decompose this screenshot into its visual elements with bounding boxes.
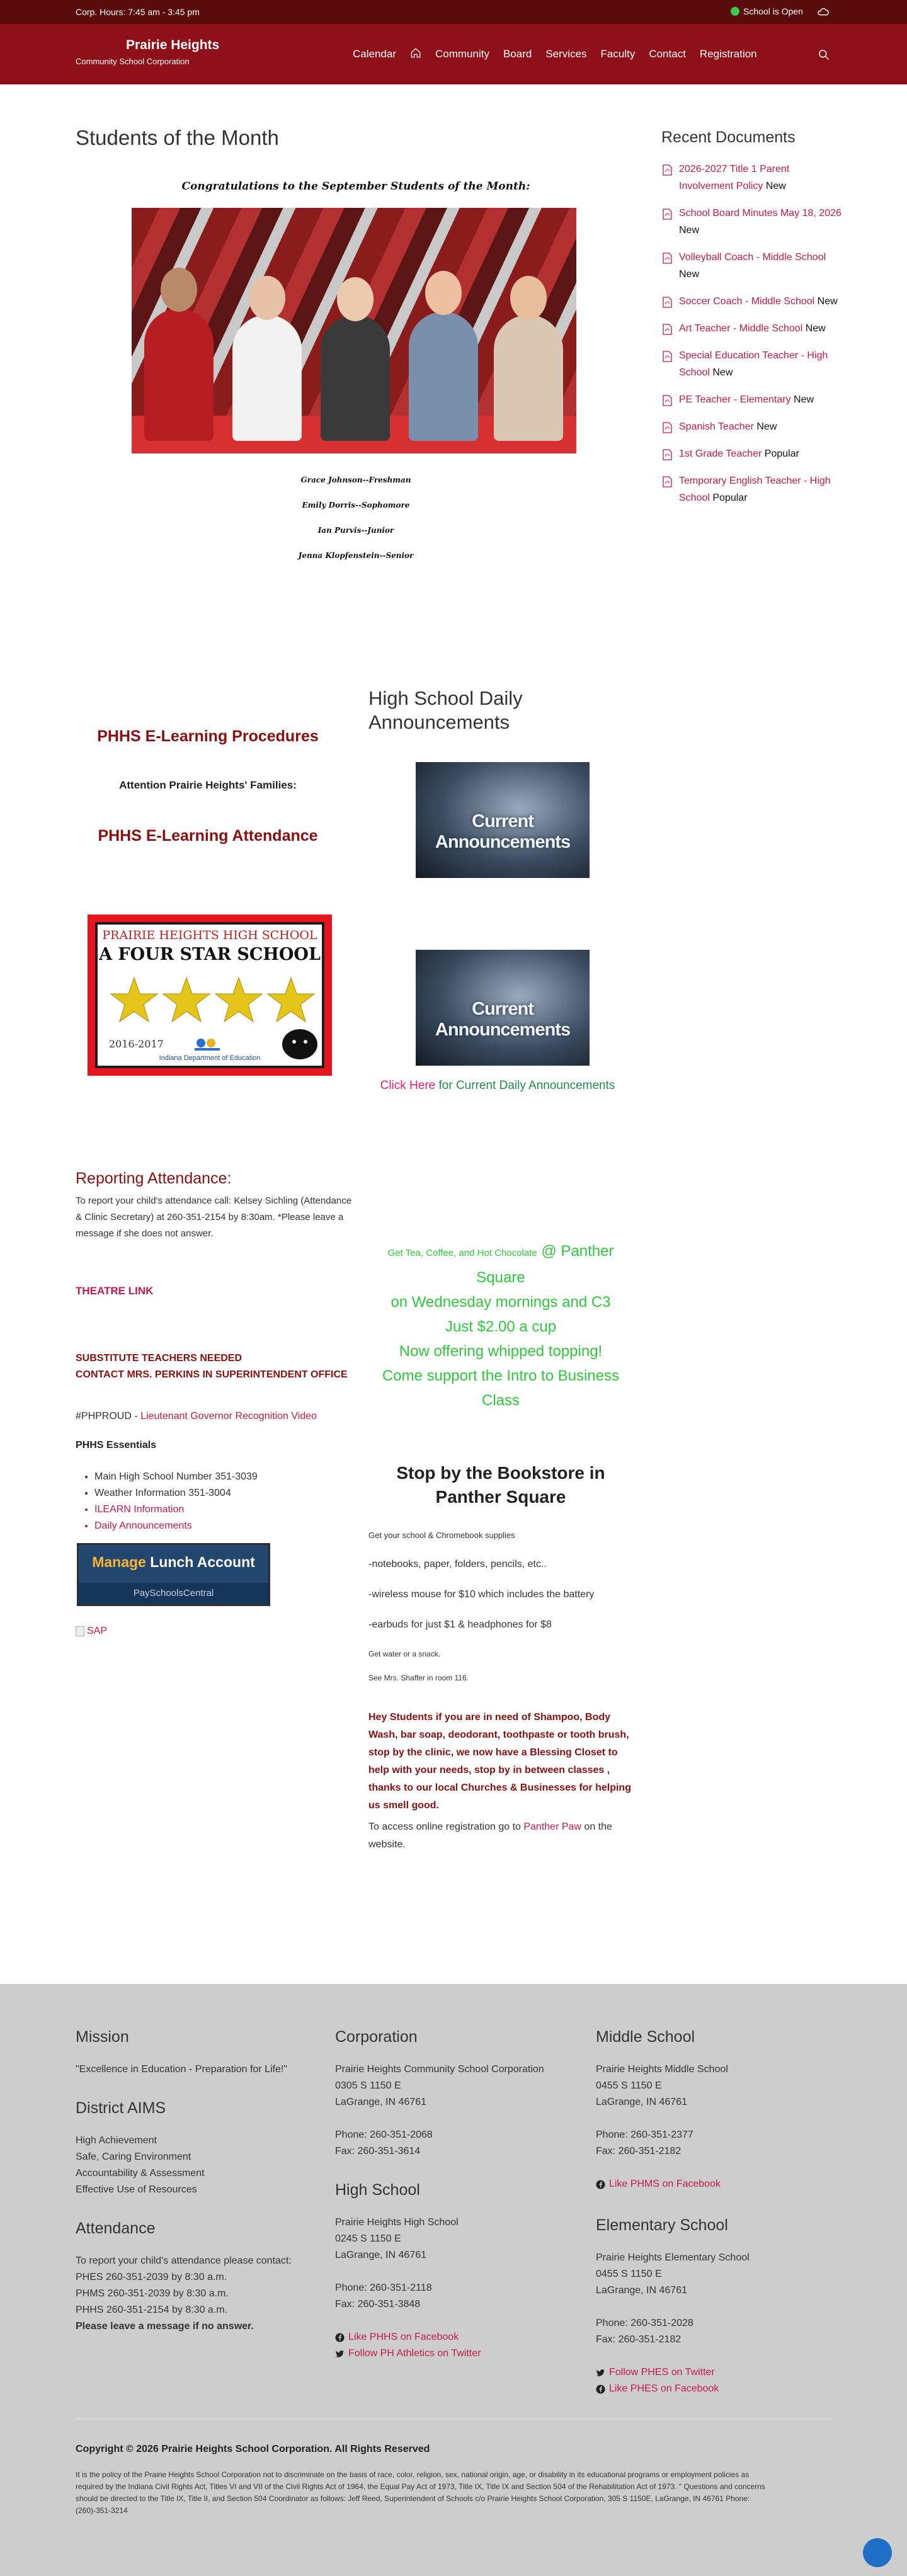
document-badge: New: [817, 296, 838, 307]
main-menu: [353, 48, 771, 60]
hs-line: 0245 S 1150 E: [335, 2233, 401, 2244]
phes-facebook-label: Like PHES on Facebook: [609, 2383, 719, 2394]
document-badge: New: [756, 421, 777, 432]
students-list: [126, 476, 586, 576]
document-badge: New: [712, 367, 733, 378]
document-item: [661, 161, 844, 195]
doe-logo-icon: [192, 1035, 224, 1053]
corp-fax: Fax: 260-351-3614: [335, 2146, 421, 2157]
bookstore-line: -earbuds for just $1 & headphones for $8: [368, 1619, 552, 1630]
document-link[interactable]: PE Teacher - Elementary: [679, 394, 791, 405]
recent-documents: [661, 128, 844, 516]
status-text: School is Open: [743, 6, 803, 16]
announcements-image-2[interactable]: [416, 950, 590, 1066]
phms-facebook-label: Like PHMS on Facebook: [609, 2179, 721, 2189]
document-item: [661, 293, 844, 310]
phms-facebook-link[interactable]: [596, 2176, 835, 2192]
online-reg-suffix: on the website.: [368, 1821, 612, 1850]
mission-title: Mission: [76, 2028, 129, 2046]
panther-paw-link[interactable]: Panther Paw: [523, 1821, 581, 1832]
aims-title: District AIMS: [76, 2099, 166, 2117]
high-school-title: High School: [335, 2181, 420, 2199]
facebook-icon: [335, 2333, 345, 2342]
essentials-item: • Main High School Number 351-3039: [94, 1469, 258, 1485]
nav-registration[interactable]: Registration: [699, 48, 757, 60]
pdf-icon: [663, 449, 672, 460]
bookstore-line: -wireless mouse for $10 which includes the battery: [368, 1589, 595, 1600]
essentials-list: [94, 1469, 258, 1534]
essentials-item: • Weather Information 351-3004: [94, 1485, 258, 1502]
recent-documents-title: Recent Documents: [661, 128, 796, 146]
reporting-attendance: [76, 1170, 353, 1242]
bookstore-line: Get your school & Chromebook supplies: [368, 1530, 515, 1540]
document-link[interactable]: Spanish Teacher: [679, 421, 754, 432]
pdf-icon: [663, 351, 672, 362]
cafe-line-5: Come support the Intro to Business Class: [382, 1367, 620, 1409]
phes-facebook-link[interactable]: [596, 2381, 835, 2397]
nav-calendar[interactable]: Calendar: [353, 48, 396, 60]
cafe-line-2: on Wednesday mornings and C3: [391, 1294, 611, 1311]
student-sophomore: Emily Dorris--Sophomore: [302, 501, 410, 510]
phproud: [76, 1411, 317, 1422]
document-link[interactable]: 1st Grade Teacher: [679, 448, 762, 459]
search-icon[interactable]: [818, 48, 830, 61]
aims-item: Accountability & Assessment: [76, 2168, 205, 2179]
back-to-top-button[interactable]: [863, 2538, 892, 2567]
students-photo: [132, 208, 576, 453]
page-title: Students of the Month: [76, 126, 279, 149]
phhs-facebook-link[interactable]: [335, 2329, 587, 2345]
corp-line: LaGrange, IN 46761: [335, 2097, 426, 2107]
footer-col-corporation: [335, 2028, 587, 2362]
four-star-school-name: PRAIRIE HEIGHTS HIGH SCHOOL: [102, 928, 317, 942]
reporting-attendance-text: To report your child's attendance call: Kelsey Sichling (Attendance & Clinic Secretary) at 260-351-2154 by 8:30am. *Please leave a message if she does not answer.: [76, 1195, 352, 1239]
bookstore-line: Get water or a snack.: [368, 1650, 441, 1658]
document-link[interactable]: Volleyball Coach - Middle School: [679, 252, 826, 263]
essentials-item[interactable]: • Daily Announcements: [94, 1518, 258, 1534]
attendance-title: Attendance: [76, 2220, 156, 2237]
home-icon[interactable]: [410, 47, 421, 59]
hs-line: Prairie Heights High School: [335, 2217, 459, 2228]
elementary-school-title: Elementary School: [596, 2216, 728, 2234]
bookstore-line: See Mrs. Shaffer in room 116.: [368, 1673, 469, 1682]
broken-image-icon: [76, 1626, 84, 1636]
middle-school-title: Middle School: [596, 2028, 695, 2046]
nav-services[interactable]: Services: [545, 48, 587, 60]
phes-twitter-link[interactable]: [596, 2364, 835, 2381]
star-row-icon: [109, 975, 317, 1025]
daily-announcements-link[interactable]: [368, 1079, 627, 1093]
lt-governor-video-link[interactable]: Lieutenant Governor Recognition Video: [140, 1411, 317, 1422]
ms-line: Prairie Heights Middle School: [596, 2064, 728, 2075]
nav-contact[interactable]: Contact: [649, 48, 686, 60]
phhs-facebook-label: Like PHHS on Facebook: [348, 2332, 459, 2342]
ms-fax: Fax: 260-351-2182: [596, 2146, 682, 2157]
document-link[interactable]: 2026-2027 Title 1 Parent Involvement Policy: [679, 164, 790, 191]
theatre-link[interactable]: THEATRE LINK: [76, 1285, 154, 1297]
student-senior: Jenna Klopfenstein--Senior: [298, 551, 414, 560]
nav-faculty[interactable]: Faculty: [600, 48, 636, 60]
substitute-line-2: CONTACT MRS. PERKINS IN SUPERINTENDENT OFFICE: [76, 1369, 348, 1380]
documents-list: [661, 161, 844, 506]
announcements-title: High School Daily Announcements: [368, 687, 523, 733]
nav-community[interactable]: Community: [435, 48, 489, 60]
main-navbar: [0, 24, 907, 84]
document-badge: New: [794, 394, 814, 405]
corp-hours: Corp. Hours: 7:45 am - 3:45 pm: [76, 7, 200, 17]
copyright: Copyright © 2026 Prairie Heights School Corporation. All Rights Reserved: [76, 2444, 430, 2454]
cafe-line-1-small: Get Tea, Coffee, and Hot Chocolate: [387, 1248, 537, 1258]
corp-line: 0305 S 1150 E: [335, 2080, 401, 2091]
lunch-title-rest: Lunch Account: [145, 1554, 255, 1570]
hs-line: LaGrange, IN 46761: [335, 2250, 426, 2260]
footer-col-middle-school: [596, 2028, 835, 2397]
bookstore-line: -notebooks, paper, folders, pencils, etc..: [368, 1559, 547, 1570]
ms-line: LaGrange, IN 46761: [596, 2097, 687, 2107]
document-item: [661, 205, 844, 239]
attendance-line: PHHS 260-351-2154 by 8:30 a.m.: [76, 2305, 228, 2315]
bookstore-title: Stop by the Bookstore in Panther Square: [396, 1463, 605, 1507]
pdf-icon: [663, 324, 672, 335]
student-freshman: Grace Johnson--Freshman: [300, 476, 411, 484]
nav-board[interactable]: Board: [503, 48, 532, 60]
document-link[interactable]: Temporary English Teacher - High School: [679, 476, 831, 503]
document-link[interactable]: Soccer Coach - Middle School: [679, 296, 815, 307]
document-item: [661, 445, 844, 462]
substitute-line-1: SUBSTITUTE TEACHERS NEEDED: [76, 1353, 242, 1364]
reporting-attendance-title: Reporting Attendance:: [76, 1170, 232, 1187]
status-dot-icon: [731, 7, 739, 16]
footer-col-mission: [76, 2028, 328, 2335]
phproud-prefix: #PHPROUD -: [76, 1411, 141, 1422]
document-item: [661, 418, 844, 435]
congrats-text: Congratulations to the September Students of the Month:: [181, 180, 530, 193]
lunch-title: [79, 1554, 268, 1571]
pdf-icon: [663, 422, 672, 433]
ph-athletics-twitter-label: Follow PH Athletics on Twitter: [348, 2348, 481, 2359]
attendance-intro: To report your child's attendance please contact:: [76, 2255, 292, 2266]
document-link[interactable]: School Board Minutes May 18, 2026: [679, 208, 841, 219]
online-registration: [368, 1818, 633, 1854]
top-bar: [0, 0, 907, 24]
document-item: [661, 347, 844, 381]
phes-twitter-label: Follow PHES on Twitter: [609, 2367, 715, 2378]
blessing-closet-notice: Hey Students if you are in need of Shampoo, Body Wash, bar soap, deodorant, toothpaste or tooth brush, stop by the clinic, we now have a Blessing Closet to help with your needs, stop by in between classes , thanks to our local Churches & Businesses for helping us smell good.: [368, 1712, 631, 1811]
es-line: Prairie Heights Elementary School: [596, 2252, 750, 2263]
aims-item: Effective Use of Resources: [76, 2184, 197, 2195]
nondiscrimination-policy: It is the policy of the Prairie Heights School Corporation not to discriminate on the basis of race, color, religion, sex, national origin, age, or disability in its educational programs or employment policies as required by the Indiana Civil Rights Act, Titles VI and VII of the Civil Rights Act of 1964, the Equal Pay Act of 1973, Title IX, Title IX and Section 504 of the Rehabilitation Act of 1973. " Questions and concerns should be directed to the Title IX, Title II, and Section 504 Coordinator as follows: Jeff Reed, Superintendent of Schools c/o Prairie Heights School Corporation, 305 S 1150E, LaGrange, IN 46761 Phone: (260)-351-3214: [76, 2470, 765, 2515]
attention-families: Attention Prairie Heights' Families:: [119, 779, 297, 791]
essentials-title: PHHS Essentials: [76, 1440, 157, 1450]
payschools-central: PaySchoolsCentral: [133, 1588, 214, 1599]
bookstore: [368, 1461, 633, 1697]
four-star-school-badge: [88, 915, 332, 1076]
sap-image-link[interactable]: [76, 1626, 107, 1637]
four-star-dept: Indiana Department of Education: [159, 1054, 261, 1062]
brand-name: Prairie Heights: [126, 38, 220, 52]
attendance-line: PHES 260-351-2039 by 8:30 a.m.: [76, 2272, 227, 2282]
site-logo[interactable]: [76, 38, 219, 66]
ms-phone: Phone: 260-351-2377: [596, 2129, 693, 2140]
document-badge: New: [679, 225, 700, 236]
ph-athletics-twitter-link[interactable]: [335, 2345, 587, 2362]
twitter-icon: [335, 2349, 345, 2359]
sap-alt-text: SAP: [87, 1626, 108, 1636]
aims-item: High Achievement: [76, 2135, 157, 2146]
essentials-item[interactable]: • ILEARN Information: [94, 1502, 258, 1518]
es-fax: Fax: 260-351-2182: [596, 2334, 682, 2345]
pdf-icon: [663, 208, 672, 220]
document-link[interactable]: Art Teacher - Middle School: [679, 323, 803, 334]
elearning-procedures-link[interactable]: PHHS E-Learning Procedures: [97, 727, 319, 745]
document-badge: New: [805, 323, 826, 334]
document-item: [661, 320, 844, 337]
panther-square-cafe: [368, 1239, 633, 1413]
substitute-notice: [76, 1350, 353, 1383]
hs-fax: Fax: 260-351-3848: [335, 2299, 421, 2310]
pdf-icon: [663, 476, 672, 487]
online-reg-prefix: To access online registration go to: [368, 1821, 524, 1832]
es-phone: Phone: 260-351-2028: [596, 2318, 693, 2328]
document-item: [661, 249, 844, 283]
pdf-icon: [663, 297, 672, 308]
document-badge: New: [765, 181, 786, 191]
elearning-attendance-link[interactable]: PHHS E-Learning Attendance: [98, 827, 318, 845]
document-link[interactable]: Special Education Teacher - High School: [679, 350, 828, 378]
facebook-icon: [596, 2180, 605, 2189]
corporation-title: Corporation: [335, 2028, 418, 2046]
ms-line: 0455 S 1150 E: [596, 2080, 662, 2091]
pdf-icon: [663, 164, 672, 176]
brand-subtitle: Community School Corporation: [76, 57, 190, 66]
es-line: 0455 S 1150 E: [596, 2269, 662, 2279]
student-junior: Ian Purvis--Junior: [317, 526, 394, 535]
document-item: [661, 391, 844, 408]
school-status: [731, 6, 803, 16]
announcements-image-text: Current Announcements: [435, 811, 571, 852]
four-star-headline: A FOUR STAR SCHOOL: [99, 945, 321, 964]
cafe-line-4: Now offering whipped topping!: [399, 1343, 603, 1360]
cloud-sun-icon[interactable]: [816, 5, 830, 19]
corp-line: Prairie Heights Community School Corporation: [335, 2064, 544, 2075]
pdf-icon: [663, 253, 672, 264]
attendance-note: Please leave a message if no answer.: [76, 2321, 254, 2332]
document-badge: New: [679, 269, 700, 280]
manage-lunch-account-button[interactable]: [77, 1543, 270, 1606]
announcements-image-1[interactable]: [416, 762, 590, 878]
announcements-image-text: Current Announcements: [435, 999, 571, 1040]
cafe-line-3: Just $2.00 a cup: [445, 1318, 557, 1335]
click-here-rest: for Current Daily Announcements: [435, 1079, 615, 1092]
twitter-icon: [596, 2368, 605, 2378]
click-here-link[interactable]: Click Here: [380, 1079, 436, 1092]
aims-item: Safe, Caring Environment: [76, 2151, 191, 2162]
facebook-icon: [596, 2385, 605, 2394]
document-badge: Popular: [764, 448, 799, 459]
document-item: [661, 472, 844, 506]
corp-phone: Phone: 260-351-2068: [335, 2129, 433, 2140]
attendance-line: PHMS 260-351-2039 by 8:30 a.m.: [76, 2288, 229, 2299]
hs-phone: Phone: 260-351-2118: [335, 2282, 432, 2293]
four-star-years: 2016-2017: [109, 1038, 164, 1050]
pdf-icon: [663, 395, 672, 406]
document-badge: Popular: [712, 493, 748, 503]
mission-text: "Excellence in Education - Preparation for Life!": [76, 2064, 287, 2075]
cafe-line-1-big: @ Panther Square: [476, 1243, 614, 1286]
es-line: LaGrange, IN 46761: [596, 2285, 687, 2296]
lunch-title-manage: Manage: [92, 1554, 146, 1570]
